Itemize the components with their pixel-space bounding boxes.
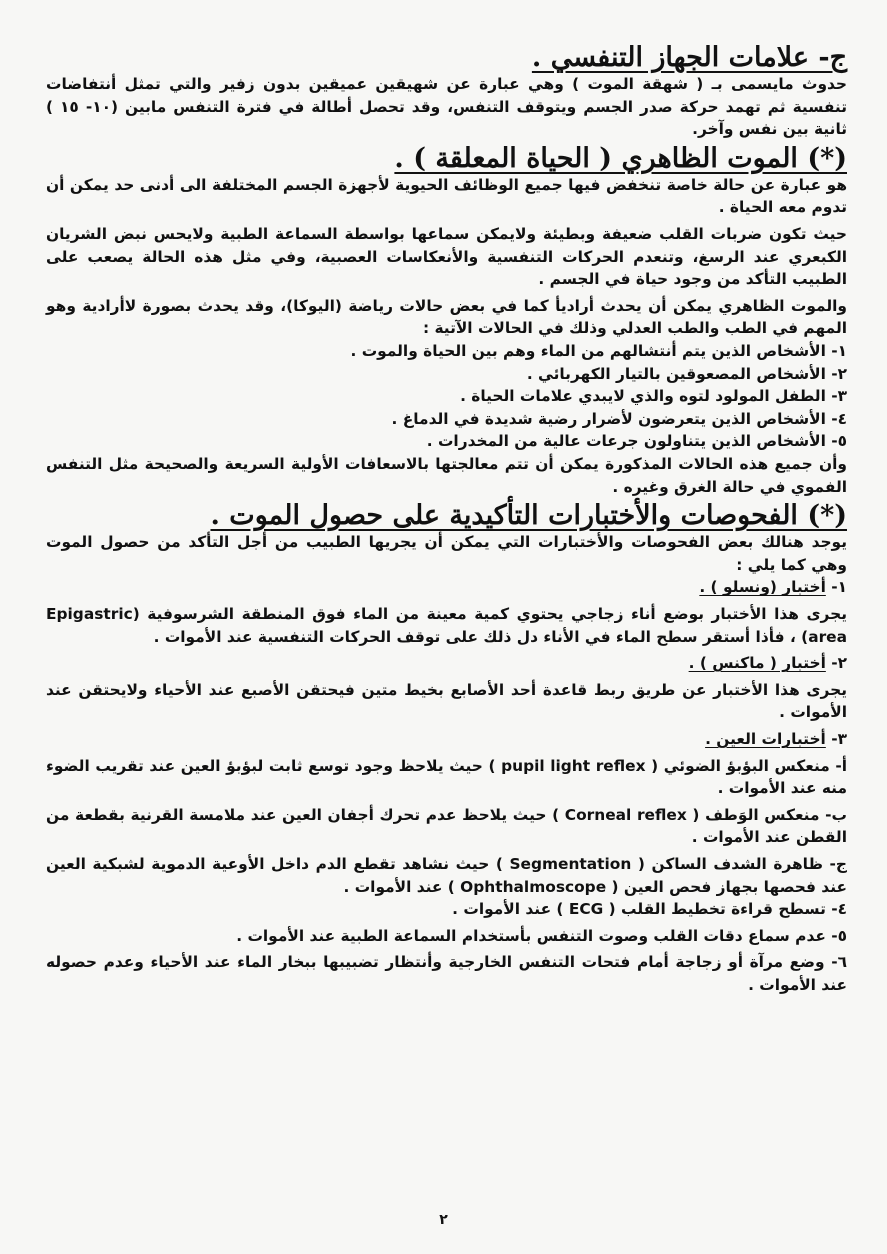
test-3-title: ٣- أختبارات العين . [705, 729, 847, 748]
paragraph-apparent-death-cases-intro: والموت الظاهري يمكن أن يحدث أراديأ كما في بعض حالات رياضة (اليوكا)، وقد يحدث بصورة لاأرادية وهو المهم في الطب والطب العدلي وذلك في الحالات الآتية : [46, 296, 847, 338]
heading-confirmatory-tests: (*) الفحوصات والأختبارات التأكيدية على حصول الموت . [210, 500, 847, 532]
test-1-body: يجرى هذا الأختبار بوضع أناء زجاجي يحتوي كمية معينة من الماء فوق المنطقة الشرسوفية (Epigastric area) ، فأذا أستقر سطح الماء في الأناء دل ذلك على توقف الحركات التنفسية عند الأموات . [46, 605, 847, 646]
paragraph-apparent-death-signs: حيث تكون ضربات القلب ضعيفة وبطيئة ولايمكن سماعها بواسطة السماعة الطبية ولايحس نبض الشريان الكبعري عند الرسغ، وتنعدم الحركات التنفسية والأنعكاسات العصبية، وفي مثل هذه الحالة يصعب على الطبيب التأكد من وجود حياة في الجسم . [46, 225, 847, 289]
heading-respiratory-signs: ج- علامات الجهاز التنفسي . [531, 42, 847, 73]
list-item-case-5: ٥- الأشخاص الذين يتناولون جرعات عالية من المخدرات . [426, 432, 847, 451]
paragraph-first-aid-note: وأن جميع هذه الحالات المذكورة يمكن أن تتم معالجتها بالاسعافات الأولية السريعة والصحيحة مثل التنفس الفموي في حالة الغرق وغيره . [46, 455, 847, 496]
test-2-title: ٢- أختبار ( ماكنس ) . [688, 654, 847, 673]
eye-test-b: ب- منعكس الوَطف ( Corneal reflex ) حيث يلاحظ عدم تحرك أجفان العين عند ملامسة القرنية بقطعة من القطن عند الأموات . [46, 805, 847, 847]
page-number: ٢ [439, 1212, 448, 1228]
list-item-case-1: ١- الأشخاص الذين يتم أنتشالهم من الماء وهم بين الحياة والموت . [350, 342, 847, 361]
eye-test-c: ج- ظاهرة الشدف الساكن ( Segmentation ) حيث نشاهد تقطع الدم داخل الأوعية الدموية لشبكية العين عند فحصها بجهاز فحص العين ( Ophthalmoscope ) عند الأموات . [46, 854, 847, 896]
list-item-case-4: ٤- الأشخاص الذين يتعرضون لأضرار رضية شديدة في الدماغ . [391, 409, 847, 428]
test-6: ٦- وضع مرآة أو زجاجة أمام فتحات التنفس الخارجية وأنتظار تضبيبها ببخار الماء عند الأحياء وعدم حصوله عند الأموات . [46, 953, 847, 994]
list-item-case-2: ٢- الأشخاص المصعوقين بالتيار الكهربائي . [526, 364, 847, 383]
eye-test-a: أ- منعكس البؤبؤ الضوئي ( pupil light reflex ) حيث يلاحظ وجود توسع ثابت لبؤبؤ العين عند تقريب الضوء منه عند الأموات . [46, 756, 848, 798]
paragraph-apparent-death-definition: هو عبارة عن حالة خاصة تنخفض فيها جميع الوظائف الحيوية لأجهزة الجسم المختلفة الى أدنى حد يمكن أن تدوم معه الحياة . [46, 175, 847, 217]
heading-apparent-death: (*) الموت الظاهري ( الحياة المعلقة ) . [394, 142, 847, 174]
test-5: ٥- عدم سماع دقات القلب وصوت التنفس بأستخدام السماعة الطبية عند الأموات . [236, 926, 847, 945]
paragraph-tests-intro: يوجد هنالك بعض الفحوصات والأختبارات التي يمكن أن يجريها الطبيب من أجل التأكد من حصول الموت وهي كما يلي : [46, 533, 847, 574]
list-item-case-3: ٣- الطفل المولود لتوه والذي لايبدي علامات الحياة . [460, 387, 847, 406]
test-2-body: يجرى هذا الأختبار عن طريق ربط قاعدة أحد الأصابع بخيط متين فيحتقن الأصبع عند الأحياء ولايحتقن عند الأموات . [46, 680, 847, 722]
test-4: ٤- تسطح قراءة تخطيط القلب ( ECG ) عند الأموات . [452, 900, 847, 919]
test-1-title: ١- أختبار (ونسلو ) . [699, 578, 847, 597]
paragraph-death-rattle: حدوث مايسمى بـ ( شهقة الموت ) وهي عبارة عن شهيقين عميقين بدون زفير والتي تمثل أنتفاضات تنفسية ثم تهمد حركة صدر الجسم ويتوقف التنفس، وقد تحصل أطالة في فترة التنفس مابين (١٠- ١٥ ) ثانية بين نفس وآخر. [46, 75, 847, 139]
